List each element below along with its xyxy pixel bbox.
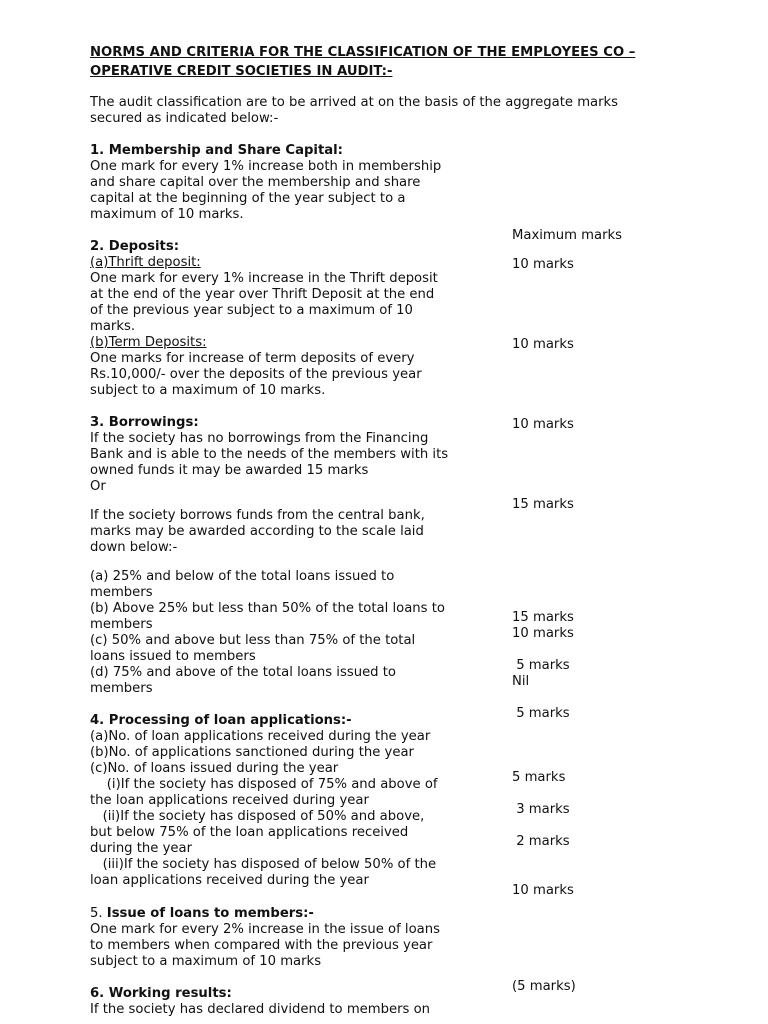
marks-value: 2 marks: [512, 834, 570, 849]
section-2-heading: 2. Deposits:: [90, 239, 179, 254]
section-3-line: owned funds it may be awarded 15 marks: [90, 463, 369, 478]
section-2-sub-b-line: Rs.10,000/- over the deposits of the previous year: [90, 367, 422, 382]
section-3-line: down below:-: [90, 540, 178, 555]
section-4-line: (ii)If the society has disposed of 50% and above,: [90, 809, 425, 824]
section-3-scale-line: (d) 75% and above of the total loans issued to: [90, 665, 396, 680]
section-3-scale-line: (a) 25% and below of the total loans issued to: [90, 569, 395, 584]
section-4-line: (iii)If the society has disposed of below 50% of the: [90, 857, 437, 872]
marks-value: 5 marks: [512, 770, 566, 785]
section-2-sub-b-heading: (b)Term Deposits:: [90, 335, 207, 350]
section-1-line: One mark for every 1% increase both in membership: [90, 159, 442, 174]
document-title-line-2: OPERATIVE CREDIT SOCIETIES IN AUDIT:-: [90, 64, 393, 79]
section-5-line: subject to a maximum of 10 marks: [90, 954, 322, 969]
section-3-scale-line: (b) Above 25% but less than 50% of the total loans to: [90, 601, 445, 616]
section-3-scale-line: (c) 50% and above but less than 75% of the total: [90, 633, 416, 648]
section-3-scale-line: loans issued to members: [90, 649, 256, 664]
section-1-heading: 1. Membership and Share Capital:: [90, 143, 343, 158]
marks-value: 10 marks: [512, 883, 574, 898]
section-5-title: Issue of loans to members:-: [106, 906, 314, 921]
intro-line-2: secured as indicated below:-: [90, 111, 279, 126]
marks-value: 10 marks: [512, 257, 574, 272]
section-6-heading: 6. Working results:: [90, 986, 232, 1001]
section-4-line: the loan applications received during year: [90, 793, 369, 808]
section-1-line: capital at the beginning of the year subject to a: [90, 191, 406, 206]
section-3-line: If the society has no borrowings from the Financing: [90, 431, 429, 446]
section-1-line: and share capital over the membership and share: [90, 175, 421, 190]
section-4-line: but below 75% of the loan applications received: [90, 825, 409, 840]
section-2-sub-b-line: subject to a maximum of 10 marks.: [90, 383, 326, 398]
section-3-scale-line: members: [90, 617, 153, 632]
section-3-or: Or: [90, 479, 106, 494]
marks-value: 3 marks: [512, 802, 570, 817]
marks-value: 5 marks: [512, 706, 570, 721]
marks-value: Nil: [512, 674, 530, 689]
section-3-scale-line: members: [90, 681, 153, 696]
section-4-line: during the year: [90, 841, 192, 856]
document-title-line-1: NORMS AND CRITERIA FOR THE CLASSIFICATION OF THE EMPLOYEES CO –: [90, 45, 636, 60]
section-5-line: One mark for every 2% increase in the issue of loans: [90, 922, 440, 937]
section-3-scale-line: members: [90, 585, 153, 600]
intro-line-1: The audit classification are to be arrived at on the basis of the aggregate marks: [90, 95, 619, 110]
section-4-line: (i)If the society has disposed of 75% and above of: [90, 777, 438, 792]
marks-value: 10 marks: [512, 417, 574, 432]
section-5-number: 5.: [90, 906, 107, 921]
marks-value: 5 marks: [512, 658, 570, 673]
section-3-line: marks may be awarded according to the scale laid: [90, 524, 424, 539]
section-2-sub-a-line: at the end of the year over Thrift Deposit at the end: [90, 287, 435, 302]
marks-column-header: Maximum marks: [512, 228, 623, 243]
section-2-sub-a-heading: (a)Thrift deposit:: [90, 255, 201, 270]
section-5-line: to members when compared with the previous year: [90, 938, 433, 953]
section-4-line: loan applications received during the year: [90, 873, 369, 888]
marks-value: 15 marks: [512, 610, 574, 625]
section-3-heading: 3. Borrowings:: [90, 415, 199, 430]
section-2-sub-a-line: marks.: [90, 319, 136, 334]
section-3-line: Bank and is able to the needs of the members with its: [90, 447, 449, 462]
marks-value: 10 marks: [512, 626, 574, 641]
section-4-line: (b)No. of applications sanctioned during the year: [90, 745, 414, 760]
marks-value: 15 marks: [512, 497, 574, 512]
section-4-line: (c)No. of loans issued during the year: [90, 761, 339, 776]
section-1-line: maximum of 10 marks.: [90, 207, 244, 222]
section-6-line: If the society has declared dividend to members on: [90, 1002, 431, 1017]
section-4-line: (a)No. of loan applications received during the year: [90, 729, 431, 744]
section-2-sub-a-line: of the previous year subject to a maximum of 10: [90, 303, 413, 318]
section-4-heading: 4. Processing of loan applications:-: [90, 713, 352, 728]
marks-value: 10 marks: [512, 337, 574, 352]
marks-value: (5 marks): [512, 979, 576, 994]
section-2-sub-b-line: One marks for increase of term deposits of every: [90, 351, 415, 366]
section-5-heading: [90, 906, 314, 922]
section-3-line: If the society borrows funds from the central bank,: [90, 508, 425, 523]
section-2-sub-a-line: One mark for every 1% increase in the Thrift deposit: [90, 271, 438, 286]
